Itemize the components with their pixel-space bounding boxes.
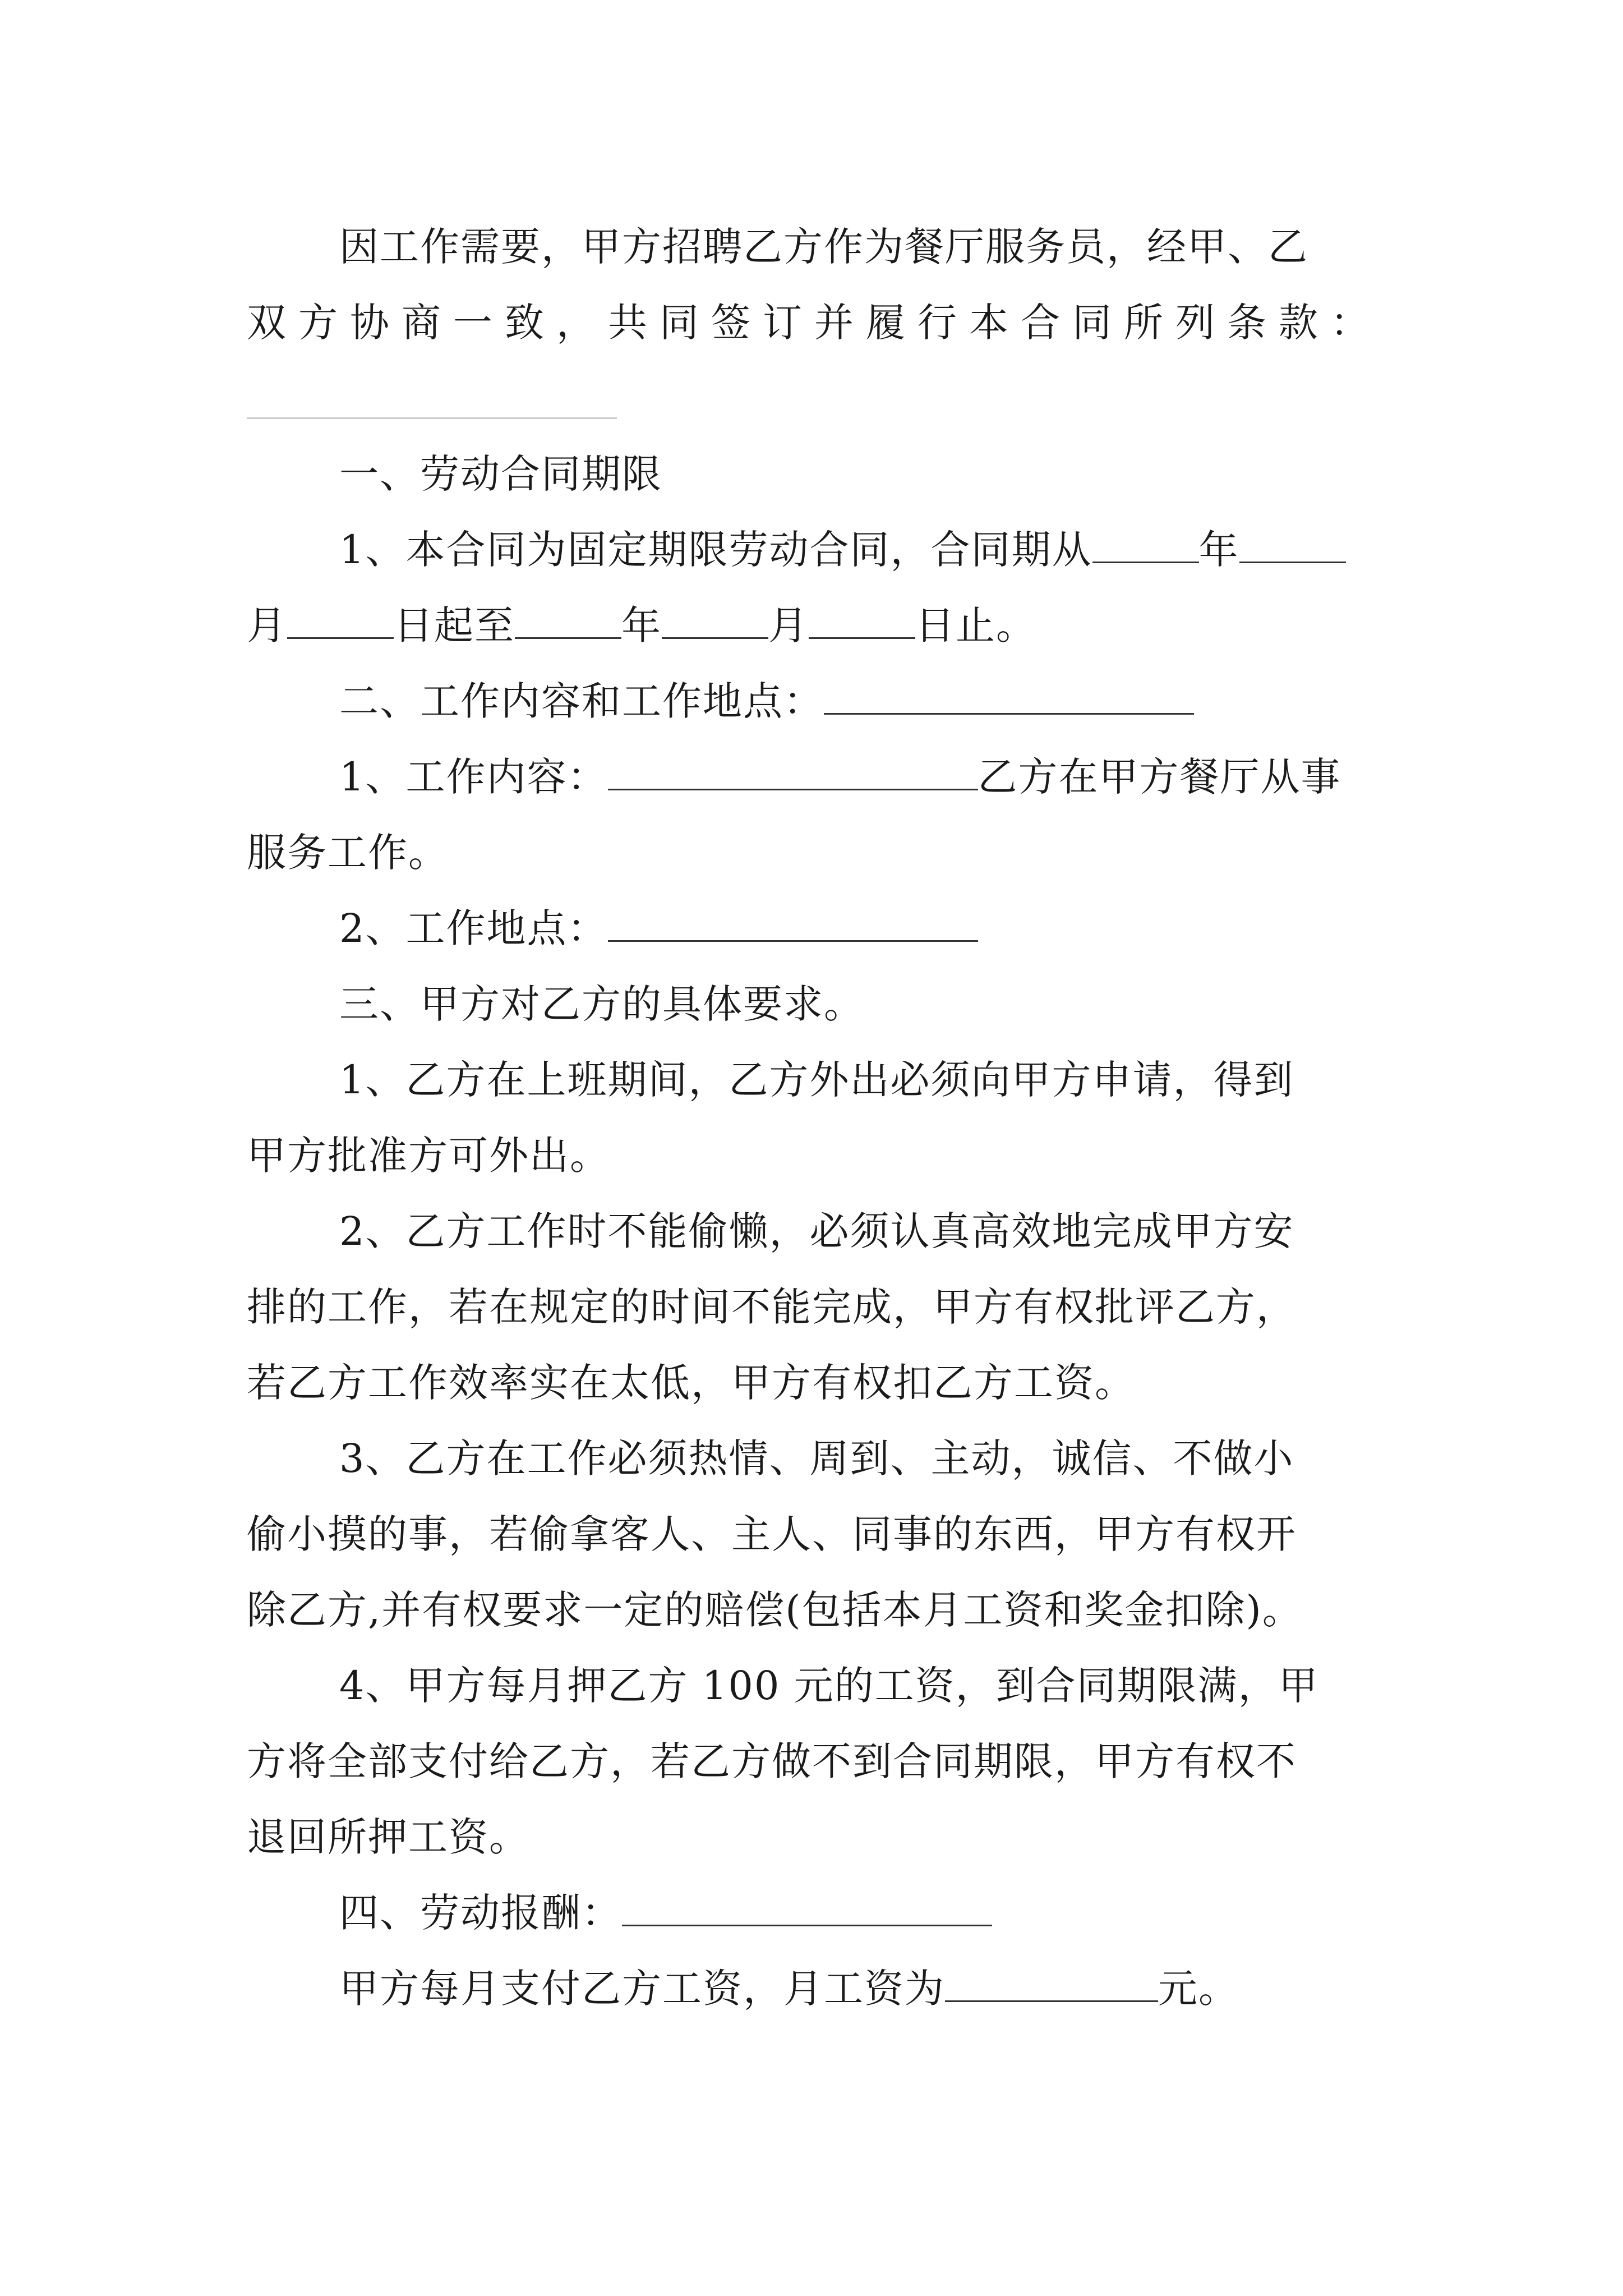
section-4-heading bbox=[339, 1888, 1394, 1938]
section-2-item-1-line-2: 服务工作。 bbox=[247, 830, 449, 876]
intro-line-2: 双方协商一致，共同签订并履行本合同所列条款： bbox=[247, 300, 1382, 346]
section-3-item-2-line-3: 若乙方工作效率实在太低，甲方有权扣乙方工资。 bbox=[247, 1360, 1135, 1406]
section-3-item-1-line-1: 1、乙方在上班期间，乙方外出必须向甲方申请，得到 bbox=[339, 1057, 1294, 1103]
section-2-heading bbox=[339, 676, 1394, 726]
salary-unit: 元。 bbox=[1158, 1966, 1239, 2012]
end-day-blank bbox=[809, 602, 915, 639]
start-month-label: 月 bbox=[247, 602, 287, 648]
section-3-item-4-line-1: 4、甲方每月押乙方 100 元的工资，到合同期限满，甲 bbox=[339, 1663, 1319, 1709]
section-4-blank bbox=[622, 1890, 992, 1926]
section-3-item-3-line-3: 除乙方,并有权要求一定的赔偿(包括本月工资和奖金扣除)。 bbox=[247, 1587, 1303, 1633]
start-day-blank bbox=[287, 602, 394, 639]
work-content-blank bbox=[608, 754, 978, 790]
section-3-item-2-line-1: 2、乙方工作时不能偷懒，必须认真高效地完成甲方安 bbox=[339, 1208, 1294, 1254]
section-3-item-3-line-2: 偷小摸的事，若偷拿客人、主人、同事的东西，甲方有权开 bbox=[247, 1511, 1297, 1557]
work-content-label: 1、工作内容： bbox=[339, 754, 608, 800]
work-location-label: 2、工作地点： bbox=[339, 905, 608, 951]
start-year-label: 年 bbox=[1198, 527, 1239, 573]
work-content-text: 乙方在甲方餐厅从事 bbox=[978, 754, 1341, 800]
salary-text: 甲方每月支付乙方工资，月工资为 bbox=[339, 1966, 945, 2012]
intro-line-1: 因工作需要，甲方招聘乙方作为餐厅服务员，经甲、乙 bbox=[339, 224, 1308, 270]
section-3-item-3-line-1: 3、乙方在工作必须热情、周到、主动，诚信、不做小 bbox=[339, 1435, 1294, 1481]
separator-rule bbox=[247, 417, 617, 419]
salary-line bbox=[339, 1963, 1394, 2014]
end-year-blank bbox=[515, 602, 621, 639]
end-year-label: 年 bbox=[621, 602, 662, 648]
section-3-item-2-line-2: 排的工作，若在规定的时间不能完成，甲方有权批评乙方， bbox=[247, 1284, 1297, 1330]
section-2-item-2 bbox=[339, 903, 1394, 954]
section-3-item-4-line-3: 退回所押工资。 bbox=[247, 1814, 529, 1860]
work-location-blank bbox=[608, 905, 978, 942]
section-3-heading: 三、甲方对乙方的具体要求。 bbox=[339, 981, 864, 1027]
section-4-heading-text: 四、劳动报酬： bbox=[339, 1890, 622, 1936]
section-1-heading: 一、劳动合同期限 bbox=[339, 451, 662, 497]
section-2-blank bbox=[824, 678, 1194, 715]
end-month-blank bbox=[662, 602, 768, 639]
section-3-item-4-line-2: 方将全部支付给乙方，若乙方做不到合同期限，甲方有权不 bbox=[247, 1738, 1297, 1784]
salary-amount-blank bbox=[945, 1966, 1158, 2002]
section-1-item-1-line-1 bbox=[339, 524, 1394, 575]
section-3-item-1-line-2: 甲方批准方可外出。 bbox=[247, 1133, 610, 1179]
section-1-item-1-line-2 bbox=[247, 600, 1396, 651]
section-2-heading-text: 二、工作内容和工作地点： bbox=[339, 678, 824, 724]
end-day-label: 日止。 bbox=[915, 602, 1036, 648]
start-day-label: 日起至 bbox=[394, 602, 515, 648]
start-month-blank bbox=[1239, 527, 1346, 563]
start-year-blank bbox=[1092, 527, 1199, 563]
term-text: 1、本合同为固定期限劳动合同，合同期从 bbox=[339, 527, 1092, 573]
section-2-item-1-line-1 bbox=[339, 752, 1394, 802]
end-month-label: 月 bbox=[768, 602, 809, 648]
